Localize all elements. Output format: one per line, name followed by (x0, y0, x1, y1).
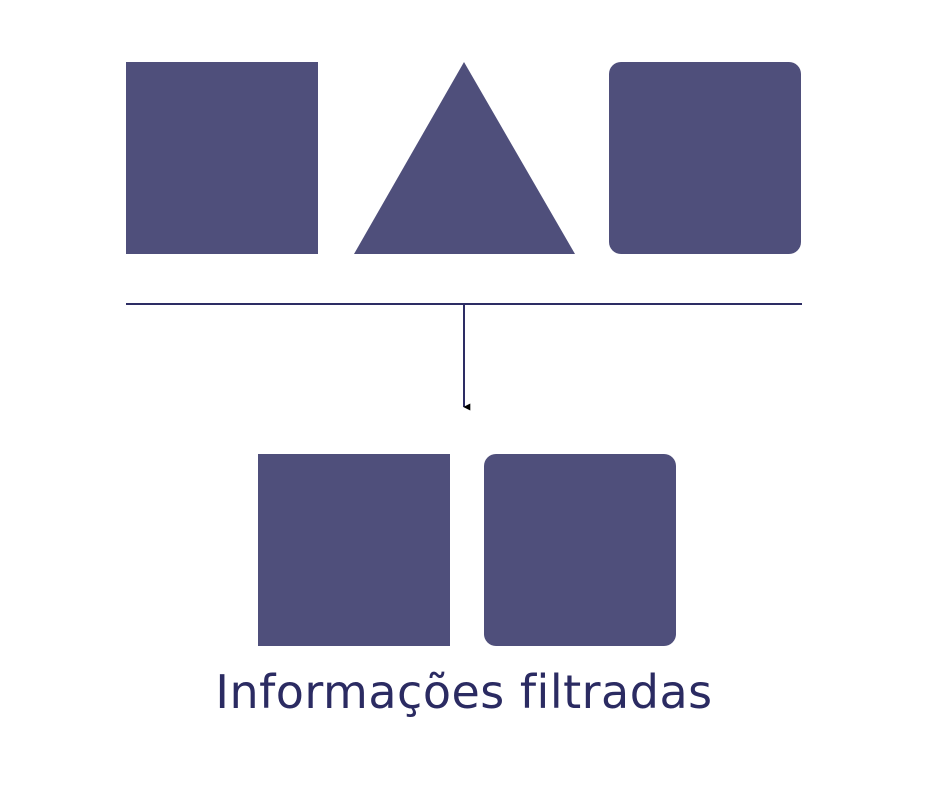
output-square-shape (258, 454, 450, 646)
output-rounded-square-shape (484, 454, 676, 646)
input-square-shape (126, 62, 318, 254)
input-triangle-shape (354, 62, 575, 254)
caption-label: Informações filtradas (215, 665, 713, 719)
input-rounded-square-shape (609, 62, 801, 254)
